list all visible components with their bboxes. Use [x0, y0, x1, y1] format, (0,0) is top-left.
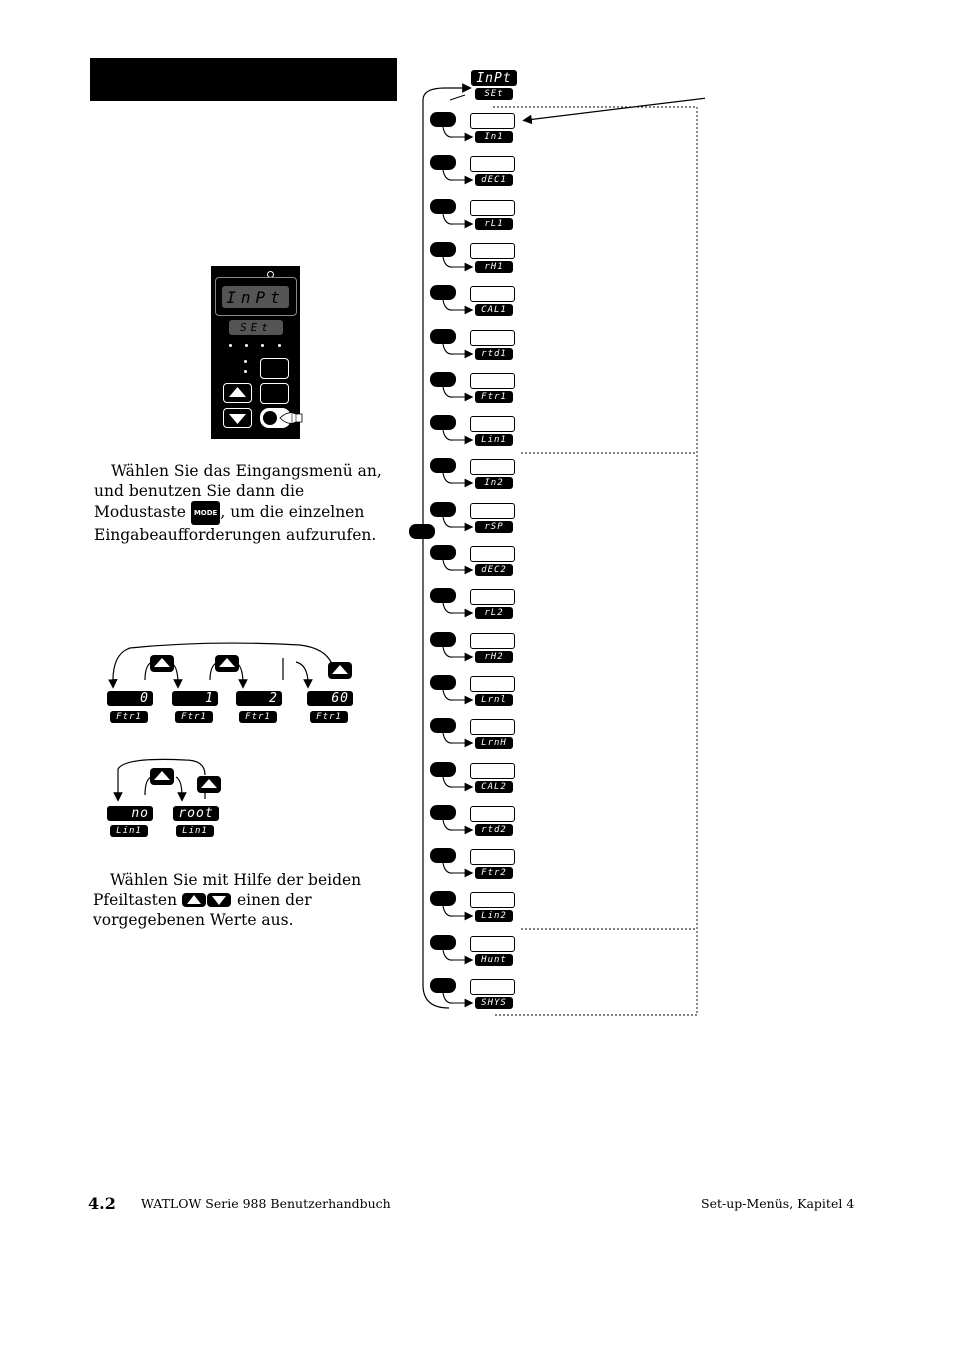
flow-arrow [443, 603, 469, 613]
key-blank[interactable] [260, 358, 289, 379]
value-display-box [470, 200, 515, 216]
lin-prompt-display: Lin1 [110, 825, 148, 837]
value-display-box [470, 373, 515, 389]
mode-key-icon [430, 502, 456, 517]
upper-display: InPt [222, 286, 289, 308]
lin-value-display: root [173, 806, 219, 821]
menu-prompt-ftr2: Ftr2 [475, 867, 513, 879]
menu-prompt-rl1: rL1 [475, 218, 513, 230]
flow-arrow [443, 517, 469, 527]
value-display-box [470, 546, 515, 562]
mode-key-icon [430, 112, 456, 127]
flow-arrow [443, 950, 469, 960]
up-arrow-key-icon [215, 655, 239, 672]
value-display-box [470, 633, 515, 649]
mode-key-icon [409, 524, 435, 539]
flow-arrow [443, 430, 469, 440]
mode-key-icon [430, 935, 456, 950]
flow-arrow [443, 473, 469, 483]
value-display-box [470, 113, 515, 129]
mode-key-icon [430, 978, 456, 993]
filter-prompt-display: Ftr1 [175, 711, 213, 723]
mode-key-icon [430, 545, 456, 560]
filter-value-display: 60 [307, 691, 353, 706]
menu-prompt-shys: SHYS [475, 997, 513, 1009]
mode-key-icon [430, 632, 456, 647]
filter-value-display: 2 [236, 691, 282, 706]
key-display[interactable] [260, 383, 289, 404]
flow-arrow [443, 214, 469, 224]
flow-arrow [443, 820, 469, 830]
menu-prompt-hunt: Hunt [475, 954, 513, 966]
menu-prompt-in2: In2 [475, 477, 513, 489]
filter-prompt-display: Ftr1 [239, 711, 277, 723]
mode-key-icon [430, 285, 456, 300]
flow-arrow [443, 560, 469, 570]
flow-arrow [443, 863, 469, 873]
page-number: 4.2 [88, 1194, 116, 1213]
mode-key-icon [430, 718, 456, 733]
menu-prompt-dec2: dEC2 [475, 564, 513, 576]
lin-value-display: no [107, 806, 153, 821]
value-display-box [470, 979, 515, 995]
menu-prompt-lrnl: Lrnl [475, 694, 513, 706]
value-display-box [470, 286, 515, 302]
menu-prompt-cal2: CAL2 [475, 781, 513, 793]
filter-prompt-display: Ftr1 [310, 711, 348, 723]
instruction-1-line-3b: , um die einzelnen [220, 503, 365, 521]
mode-key-icon [430, 762, 456, 777]
up-arrow-key-icon [328, 662, 352, 679]
instruction-1-line-1: Wählen Sie das Eingangsmenü an, [111, 462, 382, 480]
flow-arrow [443, 647, 469, 657]
instruction-paragraph-2 [93, 870, 393, 930]
menu-prompt-lin2: Lin2 [475, 910, 513, 922]
flow-arrow [443, 733, 469, 743]
value-display-box [470, 243, 515, 259]
down-arrow-icon [224, 409, 251, 427]
flow-arrow [443, 993, 469, 1003]
menu-prompt-rtd2: rtd2 [475, 824, 513, 836]
mode-key-icon [430, 805, 456, 820]
mode-key-icon [430, 242, 456, 257]
mode-key-icon [430, 458, 456, 473]
instruction-2-line-2a: Pfeiltasten [93, 891, 178, 909]
menu-sub-display: SEt [475, 88, 513, 100]
instruction-2-line-3: vorgegebenen Werte aus. [93, 911, 294, 929]
mode-key-icon [430, 155, 456, 170]
flow-arrow [443, 257, 469, 267]
flow-arrow [443, 387, 469, 397]
lin-prompt-display: Lin1 [176, 825, 214, 837]
mode-key-icon [430, 675, 456, 690]
flow-arrow [443, 690, 469, 700]
menu-prompt-lrnh: LrnH [475, 737, 513, 749]
instruction-paragraph-1 [94, 461, 394, 545]
value-display-box [470, 459, 515, 475]
value-display-box [470, 763, 515, 779]
footer-chapter: Set-up-Menüs, Kapitel 4 [701, 1196, 855, 1211]
mode-key-icon [430, 199, 456, 214]
mode-key-icon [430, 372, 456, 387]
up-arrow-key-icon [197, 776, 221, 793]
mode-key-icon [430, 415, 456, 430]
up-arrow-inline-icon [182, 893, 206, 907]
menu-prompt-in1: In1 [475, 131, 513, 143]
up-arrow-key-icon [150, 768, 174, 785]
section-header-bar [90, 58, 397, 101]
flow-arrow [443, 300, 469, 310]
instruction-2-line-1: Wählen Sie mit Hilfe der beiden [110, 871, 362, 889]
value-display-box [470, 936, 515, 952]
value-display-box [470, 330, 515, 346]
value-display-box [470, 892, 515, 908]
up-arrow-key-icon [150, 655, 174, 672]
instruction-1-line-3a: Modustaste [94, 503, 186, 521]
filter-value-display: 0 [107, 691, 153, 706]
menu-prompt-rh2: rH2 [475, 651, 513, 663]
instruction-2-line-2b: einen der [236, 891, 312, 909]
menu-prompt-rtd1: rtd1 [475, 348, 513, 360]
down-arrow-inline-icon [207, 893, 231, 907]
menu-prompt-rsp: rSP [475, 521, 513, 533]
mode-key-inline-icon: MODE [191, 501, 221, 525]
flow-arrow [443, 344, 469, 354]
mode-key-icon [430, 848, 456, 863]
menu-prompt-dec1: dEC1 [475, 174, 513, 186]
value-display-box [470, 676, 515, 692]
menu-top-display: InPt [471, 70, 517, 86]
flow-arrow [443, 906, 469, 916]
menu-prompt-rl2: rL2 [475, 607, 513, 619]
finger-press-icon [278, 408, 304, 428]
menu-prompt-lin1: Lin1 [475, 434, 513, 446]
instruction-1-line-4: Eingabeaufforderungen aufzurufen. [94, 526, 377, 544]
value-display-box [470, 849, 515, 865]
value-display-box [470, 719, 515, 735]
value-display-box [470, 156, 515, 172]
flow-arrow [443, 127, 469, 137]
mode-key-icon [430, 329, 456, 344]
up-arrow-icon [224, 384, 251, 402]
menu-prompt-cal1: CAL1 [475, 304, 513, 316]
indicator-dots [229, 344, 289, 348]
mode-key-icon [430, 891, 456, 906]
footer-title: WATLOW Serie 988 Benutzerhandbuch [141, 1196, 391, 1211]
flow-arrow [443, 170, 469, 180]
filter-value-display: 1 [172, 691, 218, 706]
value-display-box [470, 416, 515, 432]
filter-prompt-display: Ftr1 [110, 711, 148, 723]
lower-display: SEt [229, 320, 283, 335]
value-display-box [470, 806, 515, 822]
menu-prompt-ftr1: Ftr1 [475, 391, 513, 403]
menu-prompt-rh1: rH1 [475, 261, 513, 273]
down-arrow-key[interactable] [223, 408, 252, 428]
value-display-box [470, 589, 515, 605]
value-display-box [470, 503, 515, 519]
instruction-1-line-2: und benutzen Sie dann die [94, 482, 305, 500]
up-arrow-key[interactable] [223, 383, 252, 403]
flow-arrow [443, 777, 469, 787]
mode-key-icon [430, 588, 456, 603]
